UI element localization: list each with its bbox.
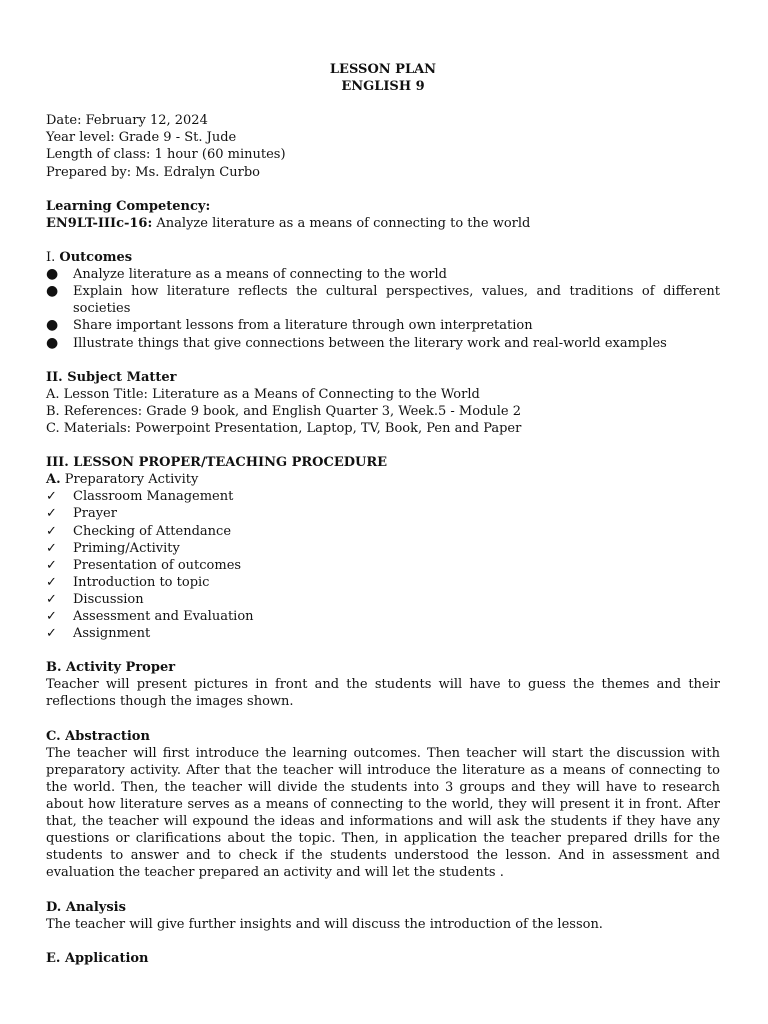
checkmark-icon: ✓ <box>46 591 57 607</box>
checkmark-icon: ✓ <box>46 609 57 624</box>
checkmark-icon: ✓ <box>46 540 57 556</box>
outcome-text: Analyze literature as a means of connecting to the world <box>73 267 447 283</box>
competency-text: Analyze literature as a means of connecting to the world <box>152 215 531 231</box>
checklist-text: Checking of Attendance <box>73 523 232 539</box>
date-line: Date: February 12, 2024 <box>46 113 208 129</box>
list-item <box>46 283 720 317</box>
list-item <box>46 608 720 625</box>
checklist-text: Classroom Management <box>73 489 234 505</box>
list-item <box>46 591 720 608</box>
abstraction-heading: C. Abstraction <box>46 728 150 744</box>
lesson-title-line: A. Lesson Title: Literature as a Means of Connecting to the World <box>46 386 480 402</box>
checklist-text: Presentation of outcomes <box>73 557 242 573</box>
checkmark-icon: ✓ <box>46 489 57 505</box>
competency-line <box>46 215 720 232</box>
document-subtitle: ENGLISH 9 <box>341 79 425 95</box>
document-body <box>46 61 720 967</box>
list-item <box>46 317 720 334</box>
checklist-text: Discussion <box>73 591 144 607</box>
analysis-text: The teacher will give further insights and will discuss the introduction of the lesson. <box>46 916 603 932</box>
list-item <box>46 266 720 283</box>
checklist-text: Priming/Activity <box>73 540 180 556</box>
outcomes-list <box>46 266 720 351</box>
length-line: Length of class: 1 hour (60 minutes) <box>46 147 286 163</box>
checklist-text: Introduction to topic <box>73 574 210 590</box>
outcomes-heading <box>46 249 720 266</box>
list-item <box>46 574 720 591</box>
outcome-text: Illustrate things that give connections between the literary work and real-world examples <box>73 335 667 351</box>
subject-matter-heading: II. Subject Matter <box>46 369 177 385</box>
list-item <box>46 488 720 505</box>
abstraction-text: The teacher will first introduce the learning outcomes. Then teacher will start the discussion with preparatory activity. After that the teacher will introduce the literature as a means of connecting to the world. Then, the teacher will divide the students into 3 groups and they will have to research about how literature serves as a means of connecting to the world, they will present it in front. After that, the teacher will expound the ideas and informations and will ask the students if they have any questions or clarifications about the topic. Then, in application the teacher prepared drills for the students to answer and to check if the students understood the lesson. And in assessment and evaluation the teacher prepared an activity and will let the students . <box>46 745 720 881</box>
prepared-by-line: Prepared by: Ms. Edralyn Curbo <box>46 164 260 180</box>
activity-proper-text: Teacher will present pictures in front and the students will have to guess the themes and their reflections though the images shown. <box>46 677 720 710</box>
document-title: LESSON PLAN <box>329 62 437 77</box>
procedure-heading: III. LESSON PROPER/TEACHING PROCEDURE <box>46 455 388 471</box>
bullet-icon: ● <box>46 317 59 334</box>
preparatory-heading <box>46 471 720 488</box>
year-level-line: Year level: Grade 9 - St. Jude <box>46 130 237 146</box>
preparatory-checklist <box>46 488 720 642</box>
outcome-text: Share important lessons from a literature through own interpretation <box>73 318 533 334</box>
activity-proper-heading: B. Activity Proper <box>46 660 176 676</box>
checkmark-icon: ✓ <box>46 557 57 573</box>
list-item <box>46 335 720 352</box>
list-item <box>46 625 720 642</box>
preparatory-text: Preparatory Activity <box>60 472 199 488</box>
outcomes-numeral: I. <box>46 250 60 266</box>
checkmark-icon: ✓ <box>46 574 57 590</box>
outcomes-title: Outcomes <box>59 250 133 266</box>
preparatory-letter: A. <box>46 472 61 488</box>
checkmark-icon: ✓ <box>46 506 57 522</box>
bullet-icon: ● <box>46 283 59 300</box>
list-item <box>46 523 720 540</box>
checklist-text: Prayer <box>73 506 117 522</box>
checkmark-icon: ✓ <box>46 626 57 642</box>
checklist-text: Assessment and Evaluation <box>73 609 254 624</box>
checkmark-icon: ✓ <box>46 523 57 539</box>
bullet-icon: ● <box>46 266 59 283</box>
list-item <box>46 557 720 574</box>
list-item <box>46 540 720 557</box>
materials-line: C. Materials: Powerpoint Presentation, Laptop, TV, Book, Pen and Paper <box>46 420 522 436</box>
bullet-icon: ● <box>46 334 59 351</box>
checklist-text: Assignment <box>73 626 151 642</box>
competency-code: EN9LT-IIIc-16: <box>46 215 153 231</box>
list-item <box>46 505 720 522</box>
competency-heading: Learning Competency: <box>46 198 211 214</box>
analysis-heading: D. Analysis <box>46 899 126 915</box>
outcome-text: Explain how literature reflects the cultural perspectives, values, and traditions of different societies <box>73 284 720 317</box>
references-line: B. References: Grade 9 book, and English Quarter 3, Week.5 - Module 2 <box>46 403 522 419</box>
application-heading: E. Application <box>46 950 149 966</box>
